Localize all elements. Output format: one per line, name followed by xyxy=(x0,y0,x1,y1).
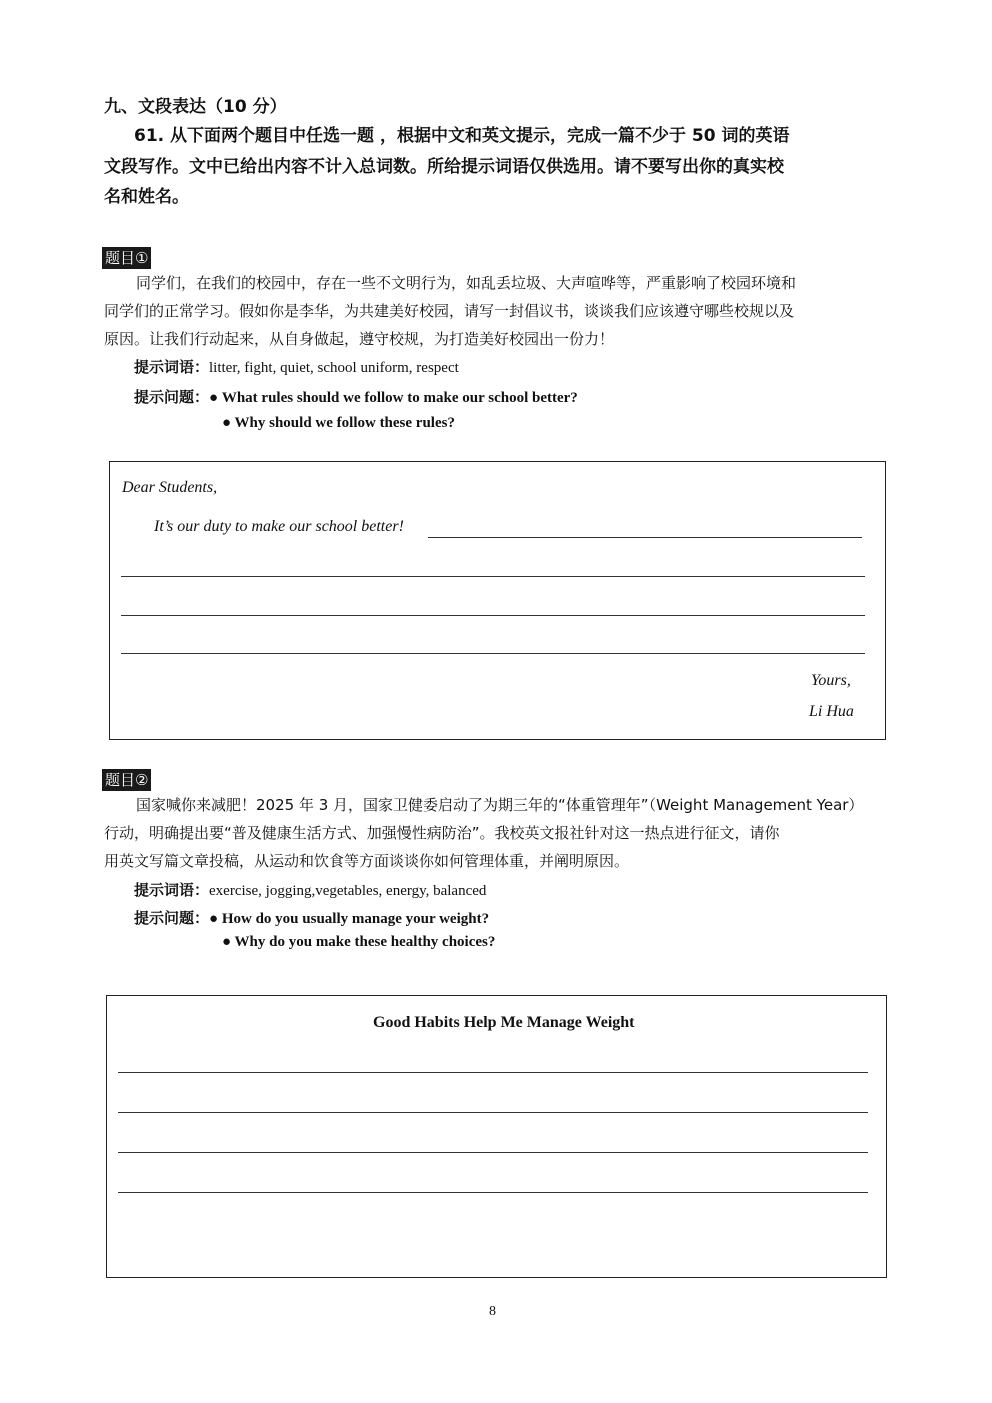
answer-line[interactable] xyxy=(121,576,865,577)
hint-words-label: 提示词语： xyxy=(134,881,210,899)
hint-question: ● Why do you make these healthy choices? xyxy=(222,934,496,950)
topic2-tag: 题目② xyxy=(102,769,151,791)
hint-words-value: litter, fight, quiet, school uniform, respect xyxy=(209,360,459,376)
section-heading: 九、文段表达（10 分） xyxy=(104,97,287,117)
letter-opening: It’s our duty to make our school better! xyxy=(154,518,404,535)
instruction-line: 61. 从下面两个题目中任选一题 ，根据中文和英文提示，完成一篇不少于 50 词的英语 xyxy=(134,126,790,146)
topic2-hint-words xyxy=(134,879,486,900)
hint-questions-label: 提示问题： xyxy=(134,909,210,927)
hint-question: ● What rules should we follow to make our school better? xyxy=(209,390,578,406)
topic2-paragraph-line: 行动，明确提出要“普及健康生活方式、加强慢性病防治”。我校英文报社针对这一热点进行征文，请你 xyxy=(104,824,780,842)
answer-line[interactable] xyxy=(118,1152,868,1153)
topic1-paragraph-line: 同学们的正常学习。假如你是李华，为共建美好校园，请写一封倡议书，谈谈我们应该遵守哪些校规以及 xyxy=(104,302,795,320)
hint-words-label: 提示词语： xyxy=(134,358,210,376)
answer-line[interactable] xyxy=(118,1192,868,1193)
answer-line[interactable] xyxy=(121,615,865,616)
letter-salutation: Dear Students, xyxy=(122,479,218,496)
topic2-paragraph-line: 国家喊你来减肥！2025 年 3 月，国家卫健委启动了为期三年的“体重管理年”（Weight Management Year） xyxy=(136,796,864,814)
topic1-hint-words xyxy=(134,356,459,377)
essay-title: Good Habits Help Me Manage Weight xyxy=(373,1014,635,1031)
letter-signature: Li Hua xyxy=(809,703,854,720)
instruction-line: 名和姓名。 xyxy=(104,187,189,207)
hint-question: ● How do you usually manage your weight? xyxy=(209,911,490,927)
hint-question: ● Why should we follow these rules? xyxy=(222,415,455,431)
topic2-answer-box xyxy=(106,995,887,1278)
answer-line[interactable] xyxy=(121,653,865,654)
topic1-tag: 题目① xyxy=(102,247,151,269)
answer-line[interactable] xyxy=(428,537,862,538)
page-number: 8 xyxy=(489,1304,496,1319)
topic2-paragraph-line: 用英文写篇文章投稿，从运动和饮食等方面谈谈你如何管理体重，并阐明原因。 xyxy=(104,852,630,870)
topic1-paragraph-line: 同学们，在我们的校园中，存在一些不文明行为，如乱丢垃圾、大声喧哗等，严重影响了校园环境和 xyxy=(136,274,797,292)
topic1-hint-questions xyxy=(134,386,578,407)
hint-questions-label: 提示问题： xyxy=(134,388,210,406)
hint-words-value: exercise, jogging,vegetables, energy, balanced xyxy=(209,883,487,899)
letter-closing: Yours, xyxy=(811,672,851,689)
topic2-hint-questions xyxy=(134,907,489,928)
instruction-line: 文段写作。文中已给出内容不计入总词数。所给提示词语仅供选用。请不要写出你的真实校 xyxy=(104,157,784,177)
topic1-paragraph-line: 原因。让我们行动起来，从自身做起，遵守校规，为打造美好校园出一份力！ xyxy=(104,330,615,348)
topic1-answer-box xyxy=(109,461,886,740)
answer-line[interactable] xyxy=(118,1072,868,1073)
answer-line[interactable] xyxy=(118,1112,868,1113)
